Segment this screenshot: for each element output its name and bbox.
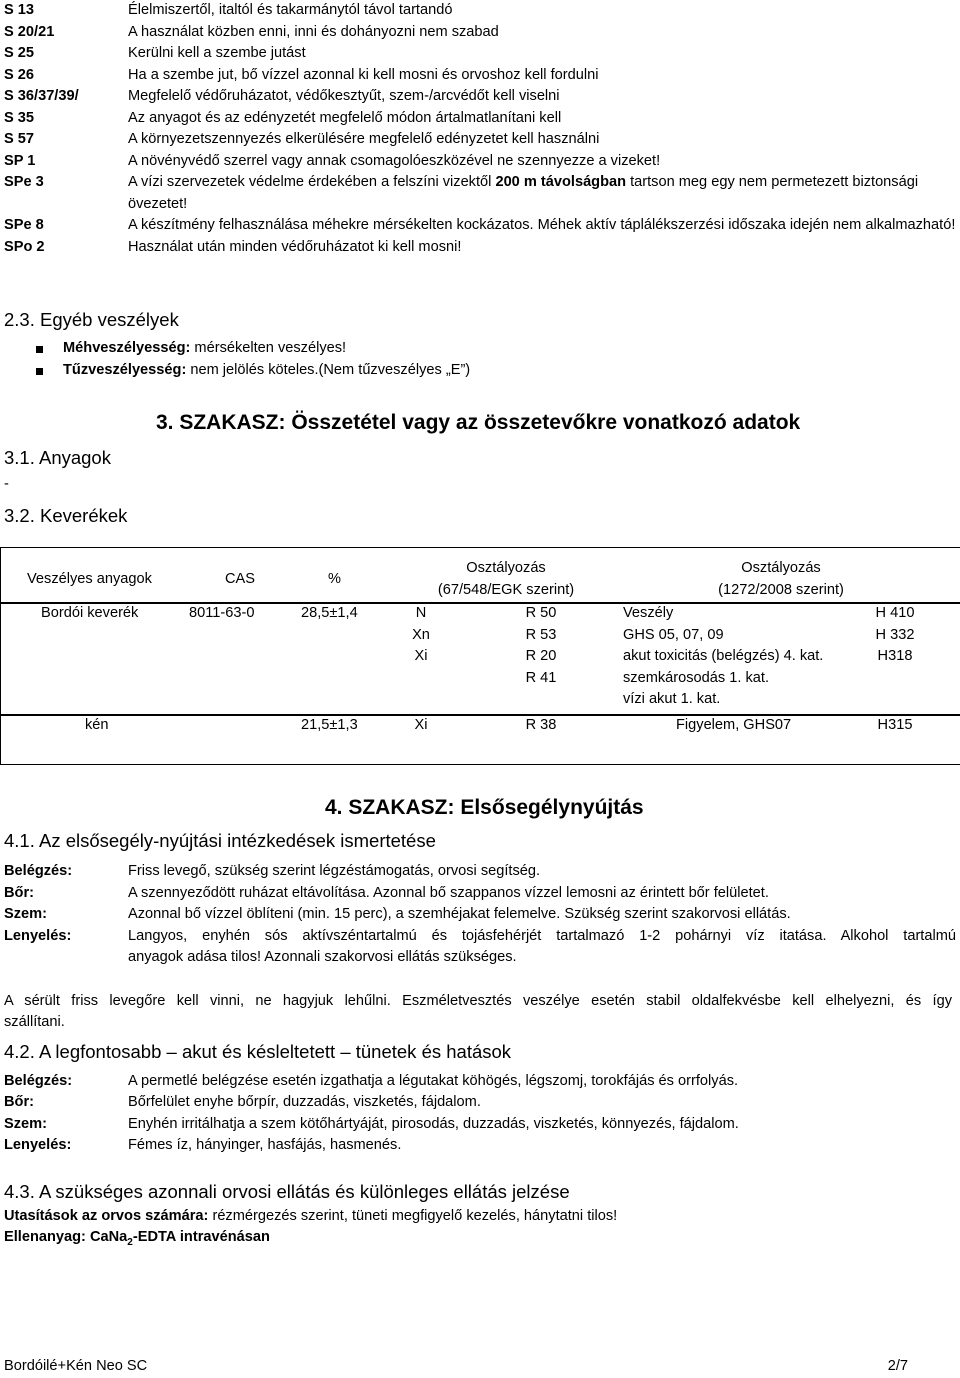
s-phrase-text: Élelmiszertől, italtól és takarmánytól távol tartandó: [128, 2, 453, 18]
symptom-text: Fémes íz, hányinger, hasfájás, hasmenés.: [128, 1137, 402, 1153]
ghs-line: GHS 05, 07, 09: [623, 626, 724, 643]
heading-4-3: 4.3. A szükséges azonnali orvosi ellátás és különleges ellátás jelzése: [4, 1181, 570, 1202]
bullet-text: mérsékelten veszélyes!: [190, 340, 347, 357]
s-phrase-text: A használat közben enni, inni és dohányozni nem szabad: [128, 23, 499, 40]
heading-4-2: 4.2. A legfontosabb – akut és késleltetett – tünetek és hatások: [4, 1041, 512, 1062]
measure-label: Belégzés:: [4, 863, 73, 879]
symbol: Xn: [412, 626, 430, 643]
antidote-suffix: -EDTA intravénásan: [132, 1229, 270, 1245]
measure-label: Lenyelés:: [4, 928, 72, 944]
cell-h-phrases: H315: [877, 717, 913, 733]
section-3-title: 3. SZAKASZ: Összetétel vagy az összetevőkre vonatkozó adatok: [156, 411, 801, 434]
s-phrase-row: [4, 172, 956, 215]
measure-text: Azonnal bő vízzel öblíteni (min. 15 perc), a szemhéjakat felemelve. Szükség szerint szakorvosi ellátás.: [128, 906, 791, 922]
s-phrase-text: Megfelelő védőruházatot, védőkesztyűt, szem-/arcvédőt kell viselni: [128, 88, 560, 104]
header-line: Osztályozás: [741, 560, 821, 576]
heading-4-1: 4.1. Az elsősegély-nyújtási intézkedések ismertetése: [4, 830, 436, 851]
h-phrase: H 332: [875, 626, 915, 643]
r-phrase: R 41: [525, 669, 557, 686]
ghs-line: akut toxicitás (belégzés) 4. kat.: [623, 648, 824, 664]
s-phrase-code: S 13: [4, 2, 35, 18]
header-percent: %: [328, 571, 341, 587]
product-name: Bordóilé+Kén Neo SC: [4, 1358, 148, 1374]
s-phrase-code: SPe 8: [4, 217, 44, 233]
header-substance: Veszélyes anyagok: [27, 571, 152, 587]
ghs-line: Veszély: [623, 605, 674, 621]
s-phrase-row: [4, 215, 956, 237]
s-phrase-code: S 20/21: [4, 23, 55, 40]
symbol: Xi: [414, 648, 428, 664]
list-item: [36, 360, 470, 382]
r-phrase: R 53: [525, 626, 557, 643]
cell-r-phrases: R 38: [525, 717, 557, 733]
s-phrase-code: SP 1: [4, 152, 36, 169]
doctor-instructions: [4, 1206, 617, 1228]
s-phrase-text: Az anyagot és az edényzetét megfelelő módon ártalmatlanítani kell: [128, 109, 562, 126]
s-phrase-row: [4, 22, 956, 44]
s-phrase-distance: 200 m távolságban: [495, 174, 627, 190]
header-line: (67/548/EGK szerint): [437, 581, 575, 598]
cell-substance: Bordói keverék: [41, 605, 139, 621]
square-bullet-icon: [36, 368, 43, 375]
s-phrase-text: [128, 172, 956, 215]
s-phrase-row: [4, 129, 956, 151]
cell-cas: 8011-63-0: [189, 605, 255, 621]
measure-label: Bőr:: [4, 885, 34, 901]
cell-substance: kén: [85, 717, 109, 733]
bullet-label: Méhveszélyesség:: [63, 340, 191, 357]
heading-3-2: 3.2. Keverékek: [4, 505, 128, 526]
heading-3-1: 3.1. Anyagok: [4, 447, 111, 468]
measure-label: Szem:: [4, 906, 47, 922]
antidote-prefix: Ellenanyag: CaNa: [4, 1229, 128, 1245]
s-phrase-text: Ha a szembe jut, bő vízzel azonnal ki kell mosni és orvoshoz kell fordulni: [128, 66, 599, 83]
s-phrase-row: [4, 65, 956, 87]
cell-percent: 28,5±1,4: [301, 605, 358, 621]
cell-h-phrases: [867, 603, 923, 668]
instructions-label: Utasítások az orvos számára:: [4, 1208, 209, 1224]
cell-percent: 21,5±1,3: [301, 717, 358, 733]
header-cas: CAS: [225, 571, 256, 587]
s-phrase-code: S 26: [4, 66, 35, 83]
s-phrase-list: [4, 0, 956, 258]
measure-text: Langyos, enyhén sós aktívszéntartalmú és tojásfehérjét tartalmazó 1-2 pohárnyi víz itatása. Alkohol tartalmú: [128, 928, 956, 944]
cell-symbols: [406, 603, 436, 668]
symptom-label: Belégzés:: [4, 1073, 73, 1089]
header-classification-new: [701, 558, 861, 601]
s-phrase-code: SPo 2: [4, 238, 45, 255]
antidote: [4, 1227, 270, 1253]
cell-r-phrases: [516, 603, 566, 689]
heading-2-3: 2.3. Egyéb veszélyek: [4, 309, 179, 330]
square-bullet-icon: [36, 346, 43, 353]
page-number: 2/7: [887, 1358, 908, 1374]
symptom-label: Szem:: [4, 1116, 47, 1132]
hazard-bullet-list: [36, 338, 470, 382]
s-phrase-text: A környezetszennyezés elkerülésére megfelelő edényzetet kell használni: [128, 131, 600, 147]
header-line: (1272/2008 szerint): [718, 581, 844, 598]
s-phrase-text: A készítmény felhasználása méhekre mérsékelten kockázatos. Méhek aktív táplálékszerzési időszaka idején nem alkalmazható!: [128, 217, 956, 233]
first-aid-note: szállítani.: [4, 1014, 65, 1030]
section-4-title: 4. SZAKASZ: Elsősegélynyújtás: [325, 796, 644, 819]
page-footer: [4, 1356, 908, 1378]
s-phrase-text-part: tartson meg egy nem permetezett biztonsági övezetet!: [128, 174, 919, 212]
dash: -: [4, 476, 9, 492]
header-line: Osztályozás: [466, 560, 546, 576]
s-phrase-code: S 36/37/39/: [4, 88, 79, 104]
r-phrase: R 50: [525, 605, 557, 621]
list-item: [36, 338, 470, 360]
cell-ghs-class: Figyelem, GHS07: [676, 717, 792, 733]
s-phrase-text: A növényvédő szerrel vagy annak csomagolóeszközével ne szennyezze a vizeket!: [128, 152, 661, 169]
s-phrase-row: [4, 108, 956, 130]
symptom-text: A permetlé belégzése esetén izgathatja a légutakat köhögés, légszomj, torokfájás és orrfolyás.: [128, 1073, 739, 1089]
cell-symbols: Xi: [414, 717, 428, 733]
measure-text: A szennyeződött ruházat eltávolítása. Azonnal bő szappanos vízzel lemosni az érintett bőr felületet.: [128, 885, 769, 901]
instructions-text: rézmérgezés szerint, tüneti megfigyelő kezelés, hánytatni tilos!: [208, 1208, 618, 1224]
s-phrase-text: Kerülni kell a szembe jutást: [128, 45, 306, 61]
bullet-text: nem jelölés köteles.(Nem tűzveszélyes „E”): [186, 362, 471, 379]
symbol: N: [415, 605, 427, 621]
measure-text: Friss levegő, szükség szerint légzéstámogatás, orvosi segítség.: [128, 863, 541, 879]
s-phrase-row: [4, 0, 956, 22]
h-phrase: H 410: [875, 605, 915, 621]
bullet-label: Tűzveszélyesség:: [63, 362, 187, 379]
s-phrase-row: [4, 237, 956, 259]
r-phrase: R 20: [525, 648, 557, 664]
s-phrase-code: SPe 3: [4, 174, 44, 190]
symptom-text: Enyhén irritálhatja a szem kötőhártyáját, pirosodás, duzzadás, viszketés, könnyezés, fájdalom.: [128, 1116, 739, 1132]
s-phrase-code: S 25: [4, 45, 35, 61]
antidote-subscript: 2: [127, 1236, 133, 1248]
symptom-text: Bőrfelület enyhe bőrpír, duzzadás, viszketés, fájdalom.: [128, 1094, 481, 1110]
ghs-line: szemkárosodás 1. kat.: [623, 669, 770, 686]
s-phrase-code: S 57: [4, 131, 35, 147]
ghs-line: vízi akut 1. kat.: [623, 691, 721, 707]
symptom-label: Bőr:: [4, 1094, 34, 1110]
s-phrase-row: [4, 151, 956, 173]
h-phrase: H318: [877, 648, 913, 664]
s-phrase-row: [4, 86, 956, 108]
composition-table: [0, 547, 960, 765]
s-phrase-text-part: A vízi szervezetek védelme érdekében a felszíni vizektől: [128, 174, 496, 190]
symptom-label: Lenyelés:: [4, 1137, 72, 1153]
first-aid-note: A sérült friss levegőre kell vinni, ne hagyjuk lehűlni. Eszméletvesztés veszélye esetén stabil oldalfekvésbe kell elhelyezni, és így: [4, 993, 952, 1009]
header-classification-old: [421, 558, 591, 601]
s-phrase-row: [4, 43, 956, 65]
row-divider: [1, 714, 960, 716]
s-phrase-text: Használat után minden védőruházatot ki kell mosni!: [128, 238, 462, 255]
s-phrase-code: S 35: [4, 109, 35, 126]
measure-text: anyagok adása tilos! Azonnali szakorvosi ellátás szükséges.: [128, 949, 517, 965]
cell-ghs-class: [623, 603, 823, 711]
